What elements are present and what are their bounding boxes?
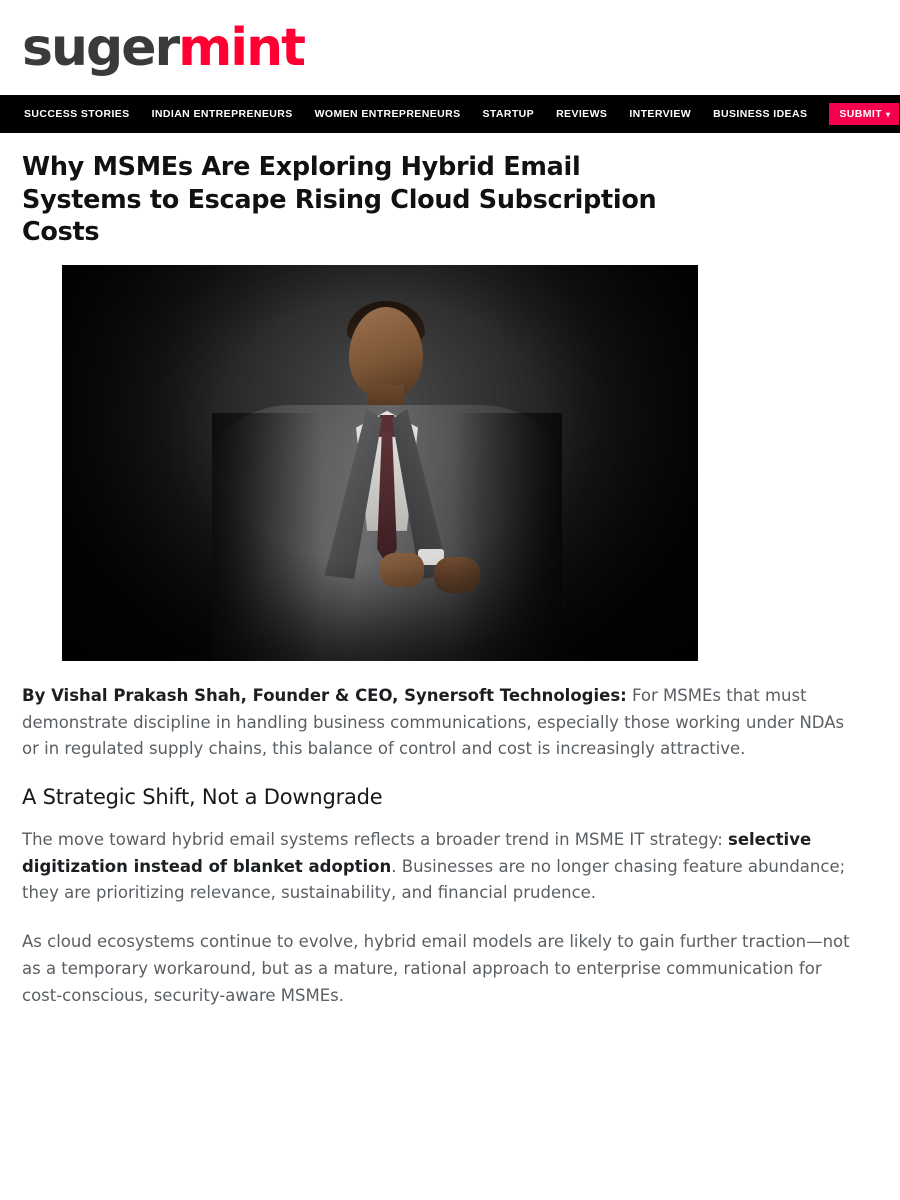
article-paragraph-2-part1: The move toward hybrid email systems reflects a broader trend in MSME IT strategy: xyxy=(22,830,729,850)
site-logo[interactable] xyxy=(22,17,304,78)
main-navigation xyxy=(0,95,900,133)
article-byline: By Vishal Prakash Shah, Founder & CEO, Synersoft Technologies: xyxy=(22,685,627,705)
article-paragraph-lead xyxy=(22,683,860,763)
article-hero-image xyxy=(62,265,698,661)
article-paragraph-2-part2: . Businesses are no longer chasing feature abundance; they are prioritizing relevance, sustainability, and financial prudence. xyxy=(22,856,846,903)
portrait-vignette xyxy=(62,265,698,661)
nav-item-interview[interactable]: INTERVIEW xyxy=(629,108,692,120)
logo-text-primary: suger xyxy=(22,17,179,78)
article-paragraph-2-emphasis: selective digitization instead of blanket adoption xyxy=(22,830,812,876)
page-title: Why MSMEs Are Exploring Hybrid Email Systems to Escape Rising Cloud Subscription Costs xyxy=(22,152,657,248)
article-text xyxy=(22,683,878,1009)
article-body xyxy=(0,133,900,1009)
logo-text-accent: mint xyxy=(178,17,304,78)
article-paragraph-3: As cloud ecosystems continue to evolve, hybrid email models are likely to gain further traction—not as a temporary workaround, but as a mature, rational approach to enterprise communication for cost-conscious, security-aware MSMEs. xyxy=(22,932,850,1005)
submit-dropdown-button[interactable] xyxy=(829,103,899,125)
nav-item-list xyxy=(24,103,899,125)
article-paragraph-lead-text: For MSMEs that must demonstrate discipline in handling business communications, especially those working under NDAs or in regulated supply chains, this balance of control and cost is increasingly attractive. xyxy=(22,685,845,759)
nav-item-startup[interactable]: STARTUP xyxy=(482,108,535,120)
chevron-down-icon: ▾ xyxy=(886,110,891,119)
submit-button-label: SUBMIT xyxy=(839,108,883,120)
article-subheading: A Strategic Shift, Not a Downgrade xyxy=(22,785,383,810)
nav-item-reviews[interactable]: REVIEWS xyxy=(556,108,608,120)
nav-item-business-ideas[interactable]: BUSINESS IDEAS xyxy=(713,108,808,120)
nav-item-women-entrepreneurs[interactable]: WOMEN ENTREPRENEURS xyxy=(314,108,461,120)
nav-item-indian-entrepreneurs[interactable]: INDIAN ENTREPRENEURS xyxy=(151,108,293,120)
article-paragraph-2 xyxy=(22,827,860,907)
site-masthead xyxy=(0,0,900,95)
nav-item-success-stories[interactable]: SUCCESS STORIES xyxy=(24,108,130,120)
